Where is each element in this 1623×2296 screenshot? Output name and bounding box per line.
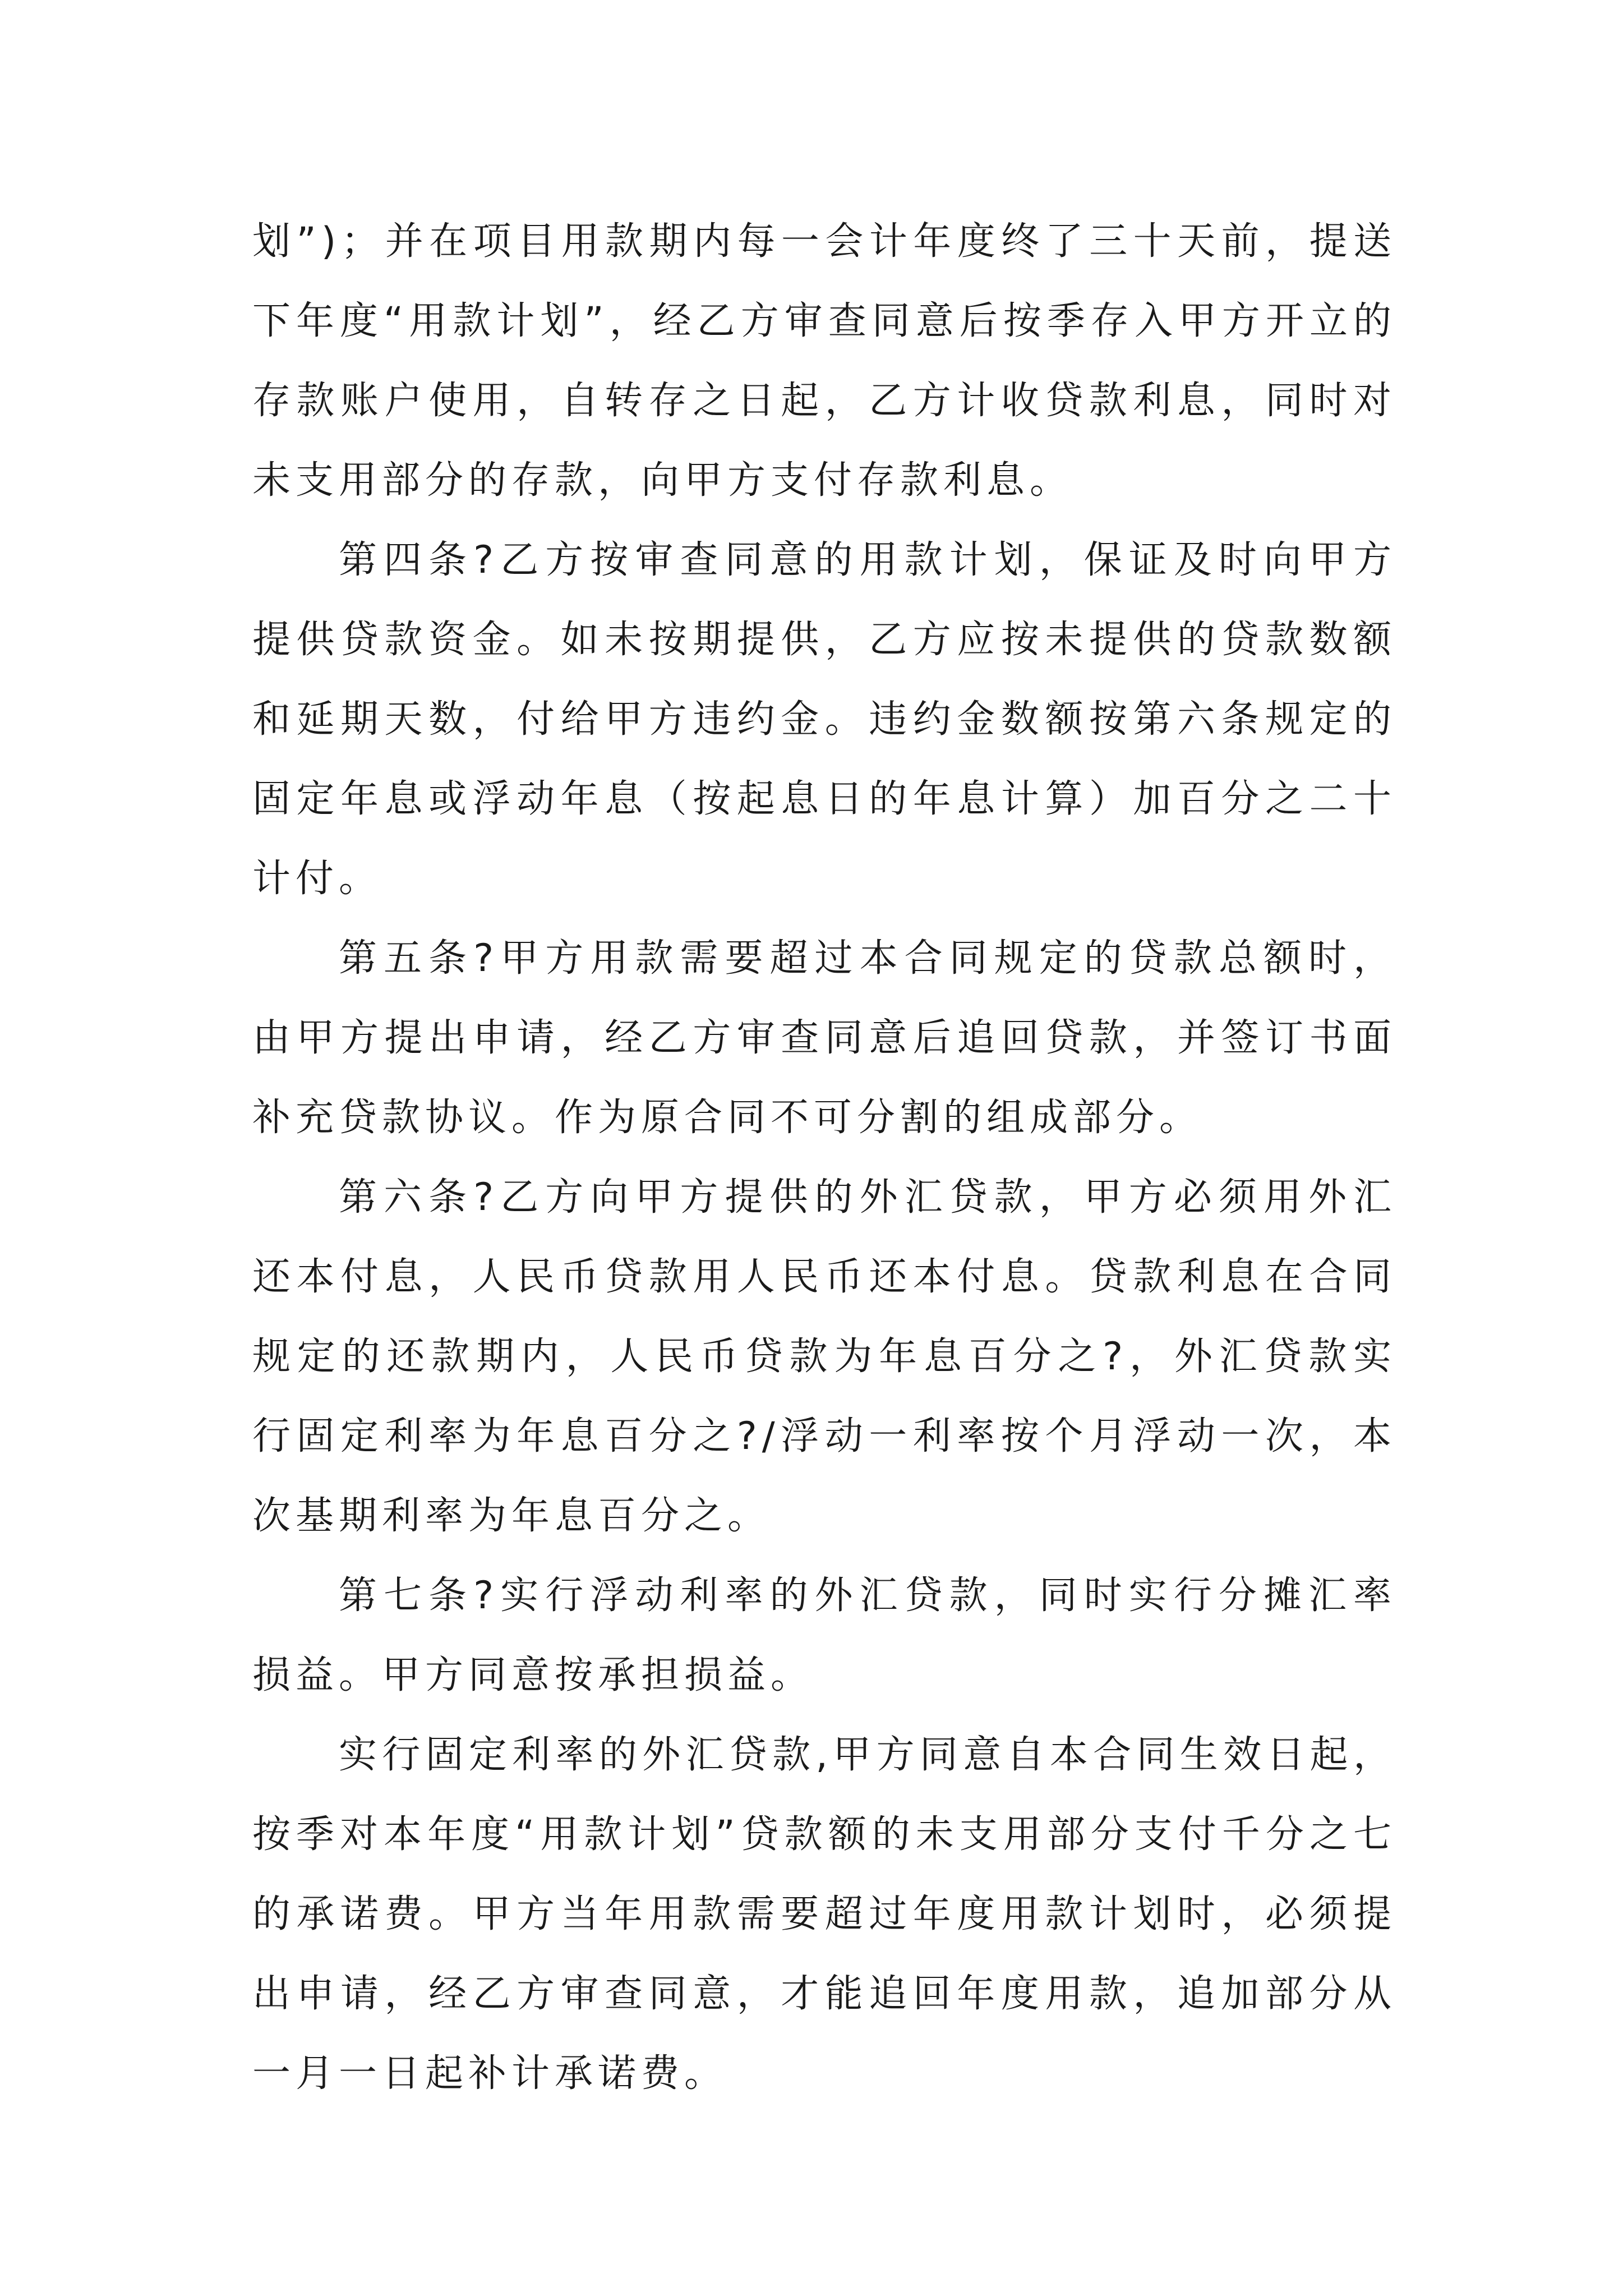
- paragraph-article-7: 第七条?实行浮动利率的外汇贷款，同时实行分摊汇率损益。甲方同意按承担损益。: [252, 1573, 1396, 1697]
- paragraph-continuation: 划”)；并在项目用款期内每一会计年度终了三十天前，提送下年度“用款计划”，经乙方审查同意后按季存入甲方开立的存款账户使用，自转存之日起，乙方计收贷款利息，同时对未支用部分的存款，向甲方支付存款利息。: [252, 219, 1396, 503]
- paragraph-fixed-rate-commitment-fee: 实行固定利率的外汇贷款,甲方同意自本合同生效日起，按季对本年度“用款计划”贷款额的未支用部分支付千分之七的承诺费。甲方当年用款需要超过年度用款计划时，必须提出申请，经乙方审查同意，才能追回年度用款，追加部分从一月一日起补计承诺费。: [252, 1733, 1396, 2096]
- paragraph-article-4: 第四条?乙方按审查同意的用款计划，保证及时向甲方提供贷款资金。如未按期提供，乙方应按未提供的贷款数额和延期天数，付给甲方违约金。违约金数额按第六条规定的固定年息或浮动年息（按起息日的年息计算）加百分之二十计付。: [252, 538, 1396, 901]
- paragraph-article-5: 第五条?甲方用款需要超过本合同规定的贷款总额时，由甲方提出申请，经乙方审查同意后追回贷款，并签订书面补充贷款协议。作为原合同不可分割的组成部分。: [252, 936, 1396, 1140]
- paragraph-article-6: 第六条?乙方向甲方提供的外汇贷款，甲方必须用外汇还本付息，人民币贷款用人民币还本付息。贷款利息在合同规定的还款期内，人民币贷款为年息百分之?，外汇贷款实行固定利率为年息百分之?/浮动一利率按个月浮动一次，本次基期利率为年息百分之。: [252, 1175, 1396, 1538]
- contract-text: [252, 202, 1396, 2114]
